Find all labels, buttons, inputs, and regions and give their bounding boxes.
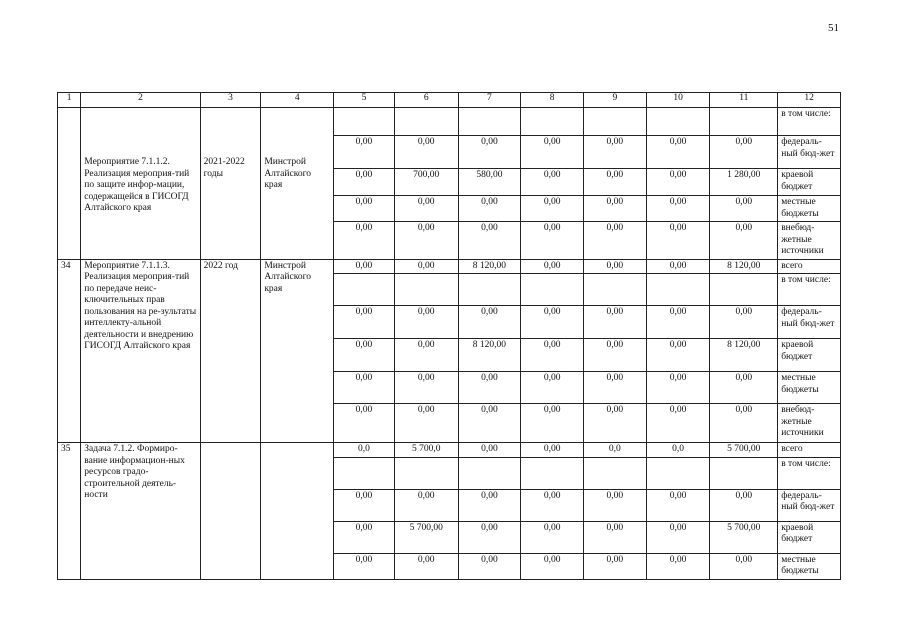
funding-source-cell: федераль-ный бюд-жет <box>778 306 841 339</box>
measure-name-cell <box>81 259 200 443</box>
column-header-row <box>58 93 841 108</box>
value-cell: 0,00 <box>334 372 395 404</box>
funding-source-cell: внебюд-жетные источники <box>778 404 841 443</box>
value-cell: 0,00 <box>334 404 395 443</box>
period-cell <box>200 108 261 260</box>
value-cell: 8 120,00 <box>710 259 778 274</box>
page-number: 51 <box>828 22 839 34</box>
value-cell: 0,00 <box>521 196 584 222</box>
value-cell: 0,00 <box>521 259 584 274</box>
value-cell: 0,00 <box>710 222 778 260</box>
value-cell: 0,00 <box>394 196 458 222</box>
executor-cell-text: Минстрой Алтайского края <box>264 260 311 294</box>
value-cell: 0,00 <box>394 222 458 260</box>
value-cell: 0,00 <box>646 196 710 222</box>
value-cell: 0,00 <box>521 306 584 339</box>
value-cell: 5 700,0 <box>394 443 458 458</box>
value-cell: 0,00 <box>334 222 395 260</box>
value-cell: 0,0 <box>646 443 710 458</box>
value-cell <box>583 457 646 489</box>
funding-source-cell: краевой бюджет <box>778 169 841 196</box>
value-cell: 0,00 <box>394 553 458 579</box>
value-cell: 0,00 <box>394 136 458 169</box>
value-cell: 0,00 <box>394 489 458 521</box>
value-cell: 0,00 <box>458 306 521 339</box>
value-cell: 0,00 <box>334 339 395 372</box>
value-cell: 0,00 <box>521 443 584 458</box>
value-cell: 0,00 <box>334 306 395 339</box>
value-cell: 0,00 <box>458 443 521 458</box>
value-cell <box>394 274 458 306</box>
funding-source-cell: краевой бюджет <box>778 521 841 553</box>
value-cell: 0,00 <box>394 404 458 443</box>
value-cell <box>334 108 395 136</box>
measure-name-cell-text: Задача 7.1.2. Формиро-вание информацион-ных ресурсов градо-строительной деятель-ности <box>84 444 185 500</box>
row-number-cell-text: 34 <box>61 260 71 271</box>
value-cell: 0,00 <box>710 196 778 222</box>
value-cell <box>394 457 458 489</box>
value-cell: 0,00 <box>710 306 778 339</box>
value-cell <box>458 457 521 489</box>
table-row <box>58 108 841 136</box>
value-cell: 0,00 <box>458 372 521 404</box>
value-cell: 0,00 <box>458 404 521 443</box>
value-cell: 0,00 <box>583 404 646 443</box>
value-cell: 0,0 <box>583 443 646 458</box>
funding-source-cell: местные бюджеты <box>778 196 841 222</box>
value-cell <box>521 108 584 136</box>
column-header: 6 <box>394 93 458 108</box>
value-cell <box>334 274 395 306</box>
value-cell: 0,00 <box>521 136 584 169</box>
executor-cell-text: Минстрой Алтайского края <box>264 157 311 190</box>
value-cell: 0,00 <box>334 259 395 274</box>
funding-source-cell: федераль-ный бюд-жет <box>778 136 841 169</box>
funding-source-cell: в том числе: <box>778 457 841 489</box>
value-cell: 0,00 <box>394 339 458 372</box>
row-number-cell <box>58 443 81 580</box>
value-cell: 0,00 <box>710 553 778 579</box>
value-cell: 0,00 <box>334 169 395 196</box>
value-cell: 0,00 <box>583 339 646 372</box>
measure-name-cell-text: Мероприятие 7.1.1.2. Реализация мероприя-тий по защите инфор-мации, содержащейся в ГИСОГД Алтайского края <box>84 157 190 213</box>
value-cell: 700,00 <box>394 169 458 196</box>
value-cell: 580,00 <box>458 169 521 196</box>
executor-cell <box>261 443 334 580</box>
value-cell: 0,00 <box>710 489 778 521</box>
value-cell <box>646 108 710 136</box>
table-row <box>58 259 841 274</box>
value-cell <box>646 274 710 306</box>
column-header: 1 <box>58 93 81 108</box>
value-cell: 0,00 <box>583 306 646 339</box>
value-cell: 0,00 <box>583 489 646 521</box>
funding-source-cell: местные бюджеты <box>778 372 841 404</box>
period-cell <box>200 259 261 443</box>
value-cell <box>646 457 710 489</box>
value-cell <box>458 274 521 306</box>
funding-source-cell: всего <box>778 443 841 458</box>
funding-source-cell: федераль-ный бюд-жет <box>778 489 841 521</box>
period-cell-text: 2021-2022 годы <box>203 157 245 179</box>
value-cell: 0,00 <box>458 489 521 521</box>
row-number-cell-text: 35 <box>61 444 71 454</box>
value-cell: 1 280,00 <box>710 169 778 196</box>
executor-cell <box>261 108 334 260</box>
value-cell: 0,00 <box>646 489 710 521</box>
value-cell: 0,00 <box>334 136 395 169</box>
value-cell <box>458 108 521 136</box>
column-header: 8 <box>521 93 584 108</box>
value-cell <box>583 274 646 306</box>
value-cell: 0,00 <box>583 372 646 404</box>
value-cell: 0,00 <box>458 222 521 260</box>
value-cell <box>710 457 778 489</box>
column-header: 5 <box>334 93 395 108</box>
value-cell: 0,00 <box>458 136 521 169</box>
value-cell: 0,00 <box>521 222 584 260</box>
value-cell: 8 120,00 <box>458 339 521 372</box>
column-header: 4 <box>261 93 334 108</box>
value-cell: 0,00 <box>583 222 646 260</box>
value-cell: 0,00 <box>521 339 584 372</box>
executor-cell <box>261 259 334 443</box>
value-cell: 0,00 <box>646 136 710 169</box>
value-cell: 0,00 <box>394 259 458 274</box>
value-cell: 0,00 <box>521 404 584 443</box>
value-cell: 0,00 <box>583 136 646 169</box>
measure-name-cell <box>81 443 200 580</box>
funding-source-cell: в том числе: <box>778 274 841 306</box>
value-cell <box>521 457 584 489</box>
value-cell: 0,00 <box>521 169 584 196</box>
value-cell: 0,00 <box>458 196 521 222</box>
value-cell: 5 700,00 <box>710 521 778 553</box>
table-row <box>58 443 841 458</box>
value-cell: 0,00 <box>646 259 710 274</box>
column-header: 10 <box>646 93 710 108</box>
measure-name-cell <box>81 108 200 260</box>
value-cell <box>334 457 395 489</box>
budget-table <box>57 92 841 580</box>
funding-source-cell: местные бюджеты <box>778 553 841 579</box>
value-cell: 0,00 <box>334 489 395 521</box>
value-cell: 8 120,00 <box>710 339 778 372</box>
value-cell <box>710 108 778 136</box>
period-cell <box>200 443 261 580</box>
value-cell: 0,00 <box>646 169 710 196</box>
value-cell: 5 700,00 <box>710 443 778 458</box>
value-cell: 0,00 <box>646 521 710 553</box>
row-number-cell <box>58 259 81 443</box>
value-cell: 0,00 <box>394 372 458 404</box>
value-cell: 8 120,00 <box>458 259 521 274</box>
funding-source-cell: всего <box>778 259 841 274</box>
value-cell: 0,00 <box>521 521 584 553</box>
value-cell: 0,0 <box>334 443 395 458</box>
value-cell: 0,00 <box>646 222 710 260</box>
value-cell: 5 700,00 <box>394 521 458 553</box>
value-cell: 0,00 <box>521 553 584 579</box>
column-header: 11 <box>710 93 778 108</box>
value-cell: 0,00 <box>583 521 646 553</box>
value-cell: 0,00 <box>583 259 646 274</box>
period-cell-text: 2022 год <box>203 260 238 271</box>
value-cell: 0,00 <box>334 553 395 579</box>
column-header: 2 <box>81 93 200 108</box>
value-cell: 0,00 <box>710 136 778 169</box>
funding-source-cell: в том числе: <box>778 108 841 136</box>
value-cell: 0,00 <box>646 372 710 404</box>
value-cell: 0,00 <box>583 553 646 579</box>
value-cell: 0,00 <box>646 553 710 579</box>
value-cell: 0,00 <box>334 521 395 553</box>
measure-name-cell-text: Мероприятие 7.1.1.3. Реализация мероприя-тий по передаче неис-ключительных прав пользования на ре-зультаты интеллекту-альной деятельности и внедрению ГИСОГД Алтайского края <box>84 260 197 351</box>
row-number-cell <box>58 108 81 260</box>
value-cell: 0,00 <box>583 169 646 196</box>
value-cell <box>710 274 778 306</box>
value-cell: 0,00 <box>394 306 458 339</box>
value-cell: 0,00 <box>710 372 778 404</box>
value-cell: 0,00 <box>458 521 521 553</box>
value-cell: 0,00 <box>521 372 584 404</box>
value-cell: 0,00 <box>710 404 778 443</box>
column-header: 9 <box>583 93 646 108</box>
value-cell: 0,00 <box>334 196 395 222</box>
value-cell: 0,00 <box>646 404 710 443</box>
column-header: 3 <box>200 93 261 108</box>
column-header: 12 <box>778 93 841 108</box>
value-cell: 0,00 <box>583 196 646 222</box>
value-cell: 0,00 <box>646 339 710 372</box>
value-cell: 0,00 <box>458 553 521 579</box>
value-cell <box>521 274 584 306</box>
column-header: 7 <box>458 93 521 108</box>
value-cell: 0,00 <box>521 489 584 521</box>
value-cell <box>583 108 646 136</box>
value-cell <box>394 108 458 136</box>
value-cell: 0,00 <box>646 306 710 339</box>
funding-source-cell: краевой бюджет <box>778 339 841 372</box>
funding-source-cell: внебюд-жетные источники <box>778 222 841 260</box>
